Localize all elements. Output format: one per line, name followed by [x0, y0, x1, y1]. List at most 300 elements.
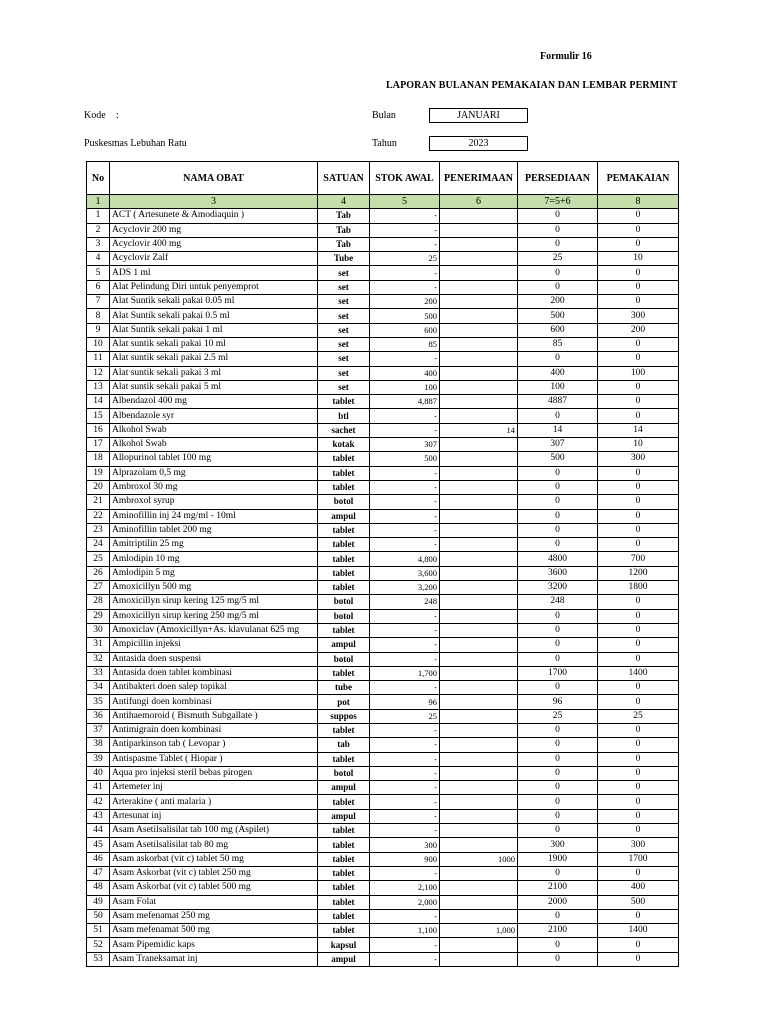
- drug-name-cell: Amoxiclav (Amoxicillyn+As. klavulanat 625 mg: [110, 623, 318, 637]
- supply-cell: 500: [518, 309, 598, 323]
- unit-cell: tube: [318, 681, 370, 695]
- initial-stock-cell: -: [370, 738, 440, 752]
- drug-name-cell: Aqua pro injeksi steril bebas pirogen: [110, 766, 318, 780]
- drug-name-cell: Asam mefenamat 250 mg: [110, 909, 318, 923]
- initial-stock-cell: 500: [370, 452, 440, 466]
- receipt-cell: [440, 623, 518, 637]
- supply-cell: 0: [518, 237, 598, 251]
- receipt-cell: [440, 838, 518, 852]
- initial-stock-cell: 400: [370, 366, 440, 380]
- row-number-cell: 2: [87, 223, 110, 237]
- unit-cell: tablet: [318, 666, 370, 680]
- usage-cell: 1700: [598, 852, 679, 866]
- row-number-cell: 44: [87, 824, 110, 838]
- drug-name-cell: Albendazol 400 mg: [110, 395, 318, 409]
- initial-stock-cell: -: [370, 952, 440, 966]
- usage-cell: 0: [598, 866, 679, 880]
- initial-stock-cell: 3,600: [370, 566, 440, 580]
- usage-cell: 14: [598, 423, 679, 437]
- table-row: [87, 480, 679, 494]
- table-row: [87, 209, 679, 223]
- receipt-cell: [440, 538, 518, 552]
- drug-name-cell: Asam askorbat (vit c) tablet 50 mg: [110, 852, 318, 866]
- row-number-cell: 53: [87, 952, 110, 966]
- usage-cell: 300: [598, 452, 679, 466]
- drug-name-cell: Amitriptilin 25 mg: [110, 538, 318, 552]
- usage-cell: 0: [598, 480, 679, 494]
- usage-cell: 0: [598, 652, 679, 666]
- table-row: [87, 495, 679, 509]
- col-supply-header: PERSEDIAAN: [518, 162, 598, 195]
- row-number-cell: 43: [87, 809, 110, 823]
- drug-name-cell: Allopurinol tablet 100 mg: [110, 452, 318, 466]
- supply-cell: 4887: [518, 395, 598, 409]
- table-row: [87, 509, 679, 523]
- row-number-cell: 52: [87, 938, 110, 952]
- unit-cell: tablet: [318, 824, 370, 838]
- drug-name-cell: Alat suntik sekali pakai 2.5 ml: [110, 352, 318, 366]
- initial-stock-cell: -: [370, 409, 440, 423]
- unit-cell: botol: [318, 495, 370, 509]
- initial-stock-cell: -: [370, 266, 440, 280]
- usage-cell: 0: [598, 623, 679, 637]
- report-title: LAPORAN BULANAN PEMAKAIAN DAN LEMBAR PERMINT: [386, 80, 678, 91]
- table-row: [87, 309, 679, 323]
- usage-cell: 0: [598, 595, 679, 609]
- unit-cell: tablet: [318, 924, 370, 938]
- unit-cell: tablet: [318, 852, 370, 866]
- usage-cell: 25: [598, 709, 679, 723]
- table-row: [87, 380, 679, 394]
- usage-cell: 1400: [598, 666, 679, 680]
- drug-name-cell: Antispasme Tablet ( Hiopar ): [110, 752, 318, 766]
- table-row: [87, 438, 679, 452]
- unit-cell: botol: [318, 652, 370, 666]
- initial-stock-cell: -: [370, 538, 440, 552]
- supply-cell: 3600: [518, 566, 598, 580]
- row-number-cell: 9: [87, 323, 110, 337]
- table-row: [87, 781, 679, 795]
- drug-name-cell: Asam Asetilsalisilat tab 100 mg (Aspilet): [110, 824, 318, 838]
- table-row: [87, 252, 679, 266]
- row-number-cell: 14: [87, 395, 110, 409]
- receipt-cell: [440, 366, 518, 380]
- table-row: [87, 709, 679, 723]
- usage-cell: 0: [598, 952, 679, 966]
- supply-cell: 0: [518, 466, 598, 480]
- usage-cell: 0: [598, 352, 679, 366]
- unit-cell: tablet: [318, 566, 370, 580]
- receipt-cell: [440, 309, 518, 323]
- row-number-cell: 33: [87, 666, 110, 680]
- usage-cell: 0: [598, 509, 679, 523]
- drug-name-cell: Asam mefenamat 500 mg: [110, 924, 318, 938]
- initial-stock-cell: -: [370, 495, 440, 509]
- table-row: [87, 366, 679, 380]
- row-number-cell: 47: [87, 866, 110, 880]
- unit-cell: tab: [318, 738, 370, 752]
- supply-cell: 96: [518, 695, 598, 709]
- table-row: [87, 552, 679, 566]
- drug-name-cell: Acyclovir Zalf: [110, 252, 318, 266]
- usage-cell: 0: [598, 495, 679, 509]
- table-row: [87, 452, 679, 466]
- puskesmas-label: Puskesmas Lebuhan Ratu: [84, 138, 187, 149]
- receipt-cell: [440, 709, 518, 723]
- supply-cell: 0: [518, 209, 598, 223]
- unit-cell: btl: [318, 409, 370, 423]
- usage-cell: 200: [598, 323, 679, 337]
- drug-name-cell: Amlodipin 5 mg: [110, 566, 318, 580]
- supply-cell: 0: [518, 809, 598, 823]
- supply-cell: 2100: [518, 924, 598, 938]
- supply-cell: 500: [518, 452, 598, 466]
- drug-name-cell: Ampicillin injeksi: [110, 638, 318, 652]
- supply-cell: 2000: [518, 895, 598, 909]
- supply-cell: 25: [518, 252, 598, 266]
- row-number-cell: 21: [87, 495, 110, 509]
- receipt-cell: 14: [440, 423, 518, 437]
- drug-name-cell: Asam Traneksamat inj: [110, 952, 318, 966]
- row-number-cell: 10: [87, 337, 110, 351]
- row-number-cell: 17: [87, 438, 110, 452]
- receipt-cell: [440, 452, 518, 466]
- table-row: [87, 623, 679, 637]
- unit-cell: pot: [318, 695, 370, 709]
- table-row: [87, 581, 679, 595]
- usage-cell: 0: [598, 809, 679, 823]
- initial-stock-cell: -: [370, 909, 440, 923]
- usage-cell: 1800: [598, 581, 679, 595]
- table-row: [87, 752, 679, 766]
- receipt-cell: [440, 295, 518, 309]
- drug-name-cell: Antiparkinson tab ( Levopar ): [110, 738, 318, 752]
- unit-cell: Tab: [318, 223, 370, 237]
- initial-stock-cell: -: [370, 809, 440, 823]
- tahun-field: 2023: [429, 136, 528, 151]
- table-row: [87, 838, 679, 852]
- usage-cell: 0: [598, 337, 679, 351]
- drug-name-cell: Ambroxol syrup: [110, 495, 318, 509]
- drug-name-cell: ACT ( Artesunete & Amodiaquin ): [110, 209, 318, 223]
- unit-cell: tablet: [318, 909, 370, 923]
- supply-cell: 0: [518, 609, 598, 623]
- row-number-cell: 45: [87, 838, 110, 852]
- unit-cell: botol: [318, 766, 370, 780]
- initial-stock-cell: -: [370, 352, 440, 366]
- receipt-cell: [440, 652, 518, 666]
- receipt-cell: 1000: [440, 852, 518, 866]
- unit-cell: tablet: [318, 480, 370, 494]
- drug-name-cell: Amoxicillyn sirup kering 125 mg/5 ml: [110, 595, 318, 609]
- col-receipt-header: PENERIMAAN: [440, 162, 518, 195]
- table-row: [87, 638, 679, 652]
- drug-name-cell: Antibakteri doen salep topikal: [110, 681, 318, 695]
- supply-cell: 0: [518, 223, 598, 237]
- table-row: [87, 223, 679, 237]
- usage-cell: 0: [598, 280, 679, 294]
- initial-stock-cell: -: [370, 866, 440, 880]
- receipt-cell: [440, 809, 518, 823]
- row-number-cell: 37: [87, 723, 110, 737]
- initial-stock-cell: -: [370, 623, 440, 637]
- row-number-cell: 50: [87, 909, 110, 923]
- usage-cell: 0: [598, 723, 679, 737]
- supply-cell: 0: [518, 795, 598, 809]
- supply-cell: 0: [518, 824, 598, 838]
- col-index-cell: 4: [318, 195, 370, 209]
- receipt-cell: [440, 523, 518, 537]
- usage-cell: 0: [598, 938, 679, 952]
- receipt-cell: [440, 881, 518, 895]
- table-body: [87, 209, 679, 967]
- initial-stock-cell: 85: [370, 337, 440, 351]
- row-number-cell: 19: [87, 466, 110, 480]
- initial-stock-cell: 2,000: [370, 895, 440, 909]
- supply-cell: 248: [518, 595, 598, 609]
- supply-cell: 0: [518, 766, 598, 780]
- drug-name-cell: Asam Askorbat (vit c) tablet 500 mg: [110, 881, 318, 895]
- supply-cell: 1700: [518, 666, 598, 680]
- supply-cell: 100: [518, 380, 598, 394]
- receipt-cell: [440, 438, 518, 452]
- table-row: [87, 909, 679, 923]
- table-row: [87, 266, 679, 280]
- unit-cell: suppos: [318, 709, 370, 723]
- initial-stock-cell: -: [370, 766, 440, 780]
- table-row: [87, 938, 679, 952]
- usage-cell: 100: [598, 366, 679, 380]
- initial-stock-cell: 4,887: [370, 395, 440, 409]
- usage-cell: 0: [598, 237, 679, 251]
- drug-name-cell: Alat suntik sekali pakai 3 ml: [110, 366, 318, 380]
- table-row: [87, 538, 679, 552]
- initial-stock-cell: -: [370, 752, 440, 766]
- initial-stock-cell: -: [370, 280, 440, 294]
- receipt-cell: [440, 466, 518, 480]
- usage-cell: 0: [598, 538, 679, 552]
- drug-name-cell: Acyclovir 200 mg: [110, 223, 318, 237]
- row-number-cell: 23: [87, 523, 110, 537]
- table-row: [87, 352, 679, 366]
- table-row: [87, 824, 679, 838]
- receipt-cell: [440, 666, 518, 680]
- row-number-cell: 31: [87, 638, 110, 652]
- initial-stock-cell: -: [370, 480, 440, 494]
- col-index-cell: 1: [87, 195, 110, 209]
- unit-cell: ampul: [318, 509, 370, 523]
- receipt-cell: [440, 695, 518, 709]
- bulan-field: JANUARI: [429, 108, 528, 123]
- initial-stock-cell: 1,700: [370, 666, 440, 680]
- table-row: [87, 609, 679, 623]
- usage-cell: 500: [598, 895, 679, 909]
- supply-cell: 0: [518, 781, 598, 795]
- unit-cell: tablet: [318, 866, 370, 880]
- drug-name-cell: Alat Pelindung Diri untuk penyemprot: [110, 280, 318, 294]
- table-row: [87, 652, 679, 666]
- table-row: [87, 866, 679, 880]
- initial-stock-cell: -: [370, 824, 440, 838]
- supply-cell: 0: [518, 538, 598, 552]
- table-row: [87, 924, 679, 938]
- receipt-cell: [440, 409, 518, 423]
- drug-name-cell: Amoxicillyn sirup kering 250 mg/5 ml: [110, 609, 318, 623]
- supply-cell: 200: [518, 295, 598, 309]
- usage-cell: 0: [598, 695, 679, 709]
- usage-cell: 300: [598, 838, 679, 852]
- row-number-cell: 32: [87, 652, 110, 666]
- drug-name-cell: Ambroxol 30 mg: [110, 480, 318, 494]
- initial-stock-cell: -: [370, 781, 440, 795]
- usage-cell: 0: [598, 638, 679, 652]
- row-number-cell: 48: [87, 881, 110, 895]
- table-row: [87, 681, 679, 695]
- unit-cell: tablet: [318, 552, 370, 566]
- tahun-label: Tahun: [372, 138, 397, 149]
- drug-name-cell: Alkohol Swab: [110, 423, 318, 437]
- drug-name-cell: Antasida doen tablet kombinasi: [110, 666, 318, 680]
- drug-name-cell: Aminofillin inj 24 mg/ml - 10ml: [110, 509, 318, 523]
- supply-cell: 0: [518, 509, 598, 523]
- usage-cell: 0: [598, 609, 679, 623]
- row-number-cell: 22: [87, 509, 110, 523]
- row-number-cell: 28: [87, 595, 110, 609]
- drug-name-cell: Artemeter inj: [110, 781, 318, 795]
- supply-cell: 0: [518, 938, 598, 952]
- receipt-cell: [440, 952, 518, 966]
- unit-cell: tablet: [318, 581, 370, 595]
- initial-stock-cell: 25: [370, 709, 440, 723]
- row-number-cell: 24: [87, 538, 110, 552]
- table-row: [87, 895, 679, 909]
- table-row: [87, 852, 679, 866]
- initial-stock-cell: 3,200: [370, 581, 440, 595]
- col-no-header: No: [87, 162, 110, 195]
- unit-cell: set: [318, 380, 370, 394]
- usage-cell: 0: [598, 409, 679, 423]
- usage-cell: 0: [598, 395, 679, 409]
- drug-name-cell: Amlodipin 10 mg: [110, 552, 318, 566]
- receipt-cell: [440, 581, 518, 595]
- supply-cell: 0: [518, 738, 598, 752]
- usage-cell: 700: [598, 552, 679, 566]
- row-number-cell: 46: [87, 852, 110, 866]
- row-number-cell: 20: [87, 480, 110, 494]
- unit-cell: tablet: [318, 881, 370, 895]
- initial-stock-cell: 900: [370, 852, 440, 866]
- unit-cell: Tab: [318, 237, 370, 251]
- drug-name-cell: Asam Askorbat (vit c) tablet 250 mg: [110, 866, 318, 880]
- row-number-cell: 25: [87, 552, 110, 566]
- row-number-cell: 42: [87, 795, 110, 809]
- initial-stock-cell: -: [370, 638, 440, 652]
- unit-cell: Tab: [318, 209, 370, 223]
- unit-cell: tablet: [318, 895, 370, 909]
- receipt-cell: [440, 595, 518, 609]
- drug-name-cell: Alat Suntik sekali pakai 0.05 ml: [110, 295, 318, 309]
- usage-cell: 0: [598, 766, 679, 780]
- unit-cell: tablet: [318, 395, 370, 409]
- usage-cell: 0: [598, 681, 679, 695]
- usage-cell: 0: [598, 738, 679, 752]
- supply-cell: 2100: [518, 881, 598, 895]
- receipt-cell: [440, 223, 518, 237]
- row-number-cell: 36: [87, 709, 110, 723]
- supply-cell: 0: [518, 866, 598, 880]
- receipt-cell: [440, 866, 518, 880]
- drug-name-cell: Amoxicillyn 500 mg: [110, 581, 318, 595]
- table-row: [87, 423, 679, 437]
- receipt-cell: [440, 237, 518, 251]
- table-row: [87, 466, 679, 480]
- unit-cell: tablet: [318, 523, 370, 537]
- receipt-cell: [440, 723, 518, 737]
- receipt-cell: [440, 681, 518, 695]
- usage-cell: 0: [598, 781, 679, 795]
- receipt-cell: [440, 752, 518, 766]
- unit-cell: set: [318, 352, 370, 366]
- receipt-cell: [440, 566, 518, 580]
- supply-cell: 3200: [518, 581, 598, 595]
- receipt-cell: [440, 824, 518, 838]
- usage-cell: 1200: [598, 566, 679, 580]
- supply-cell: 0: [518, 723, 598, 737]
- initial-stock-cell: -: [370, 237, 440, 251]
- row-number-cell: 8: [87, 309, 110, 323]
- table-row: [87, 881, 679, 895]
- row-number-cell: 5: [87, 266, 110, 280]
- receipt-cell: [440, 209, 518, 223]
- usage-cell: 0: [598, 209, 679, 223]
- receipt-cell: [440, 380, 518, 394]
- receipt-cell: [440, 795, 518, 809]
- unit-cell: tablet: [318, 623, 370, 637]
- column-index-row: [87, 195, 679, 209]
- drug-name-cell: Antimigrain doen kombinasi: [110, 723, 318, 737]
- table-row: [87, 323, 679, 337]
- unit-cell: set: [318, 309, 370, 323]
- unit-cell: tablet: [318, 466, 370, 480]
- initial-stock-cell: -: [370, 523, 440, 537]
- table-row: [87, 795, 679, 809]
- usage-cell: 0: [598, 466, 679, 480]
- receipt-cell: [440, 266, 518, 280]
- unit-cell: set: [318, 295, 370, 309]
- table-row: [87, 738, 679, 752]
- receipt-cell: [440, 323, 518, 337]
- receipt-cell: [440, 509, 518, 523]
- row-number-cell: 7: [87, 295, 110, 309]
- unit-cell: tablet: [318, 795, 370, 809]
- initial-stock-cell: -: [370, 652, 440, 666]
- drug-name-cell: Artesunat inj: [110, 809, 318, 823]
- table-row: [87, 409, 679, 423]
- unit-cell: ampul: [318, 781, 370, 795]
- row-number-cell: 12: [87, 366, 110, 380]
- receipt-cell: [440, 895, 518, 909]
- receipt-cell: [440, 638, 518, 652]
- drug-name-cell: Alprazolam 0,5 mg: [110, 466, 318, 480]
- unit-cell: botol: [318, 595, 370, 609]
- unit-cell: set: [318, 323, 370, 337]
- supply-cell: 0: [518, 523, 598, 537]
- table-row: [87, 809, 679, 823]
- supply-cell: 0: [518, 266, 598, 280]
- usage-cell: 0: [598, 824, 679, 838]
- initial-stock-cell: -: [370, 681, 440, 695]
- drug-name-cell: Albendazole syr: [110, 409, 318, 423]
